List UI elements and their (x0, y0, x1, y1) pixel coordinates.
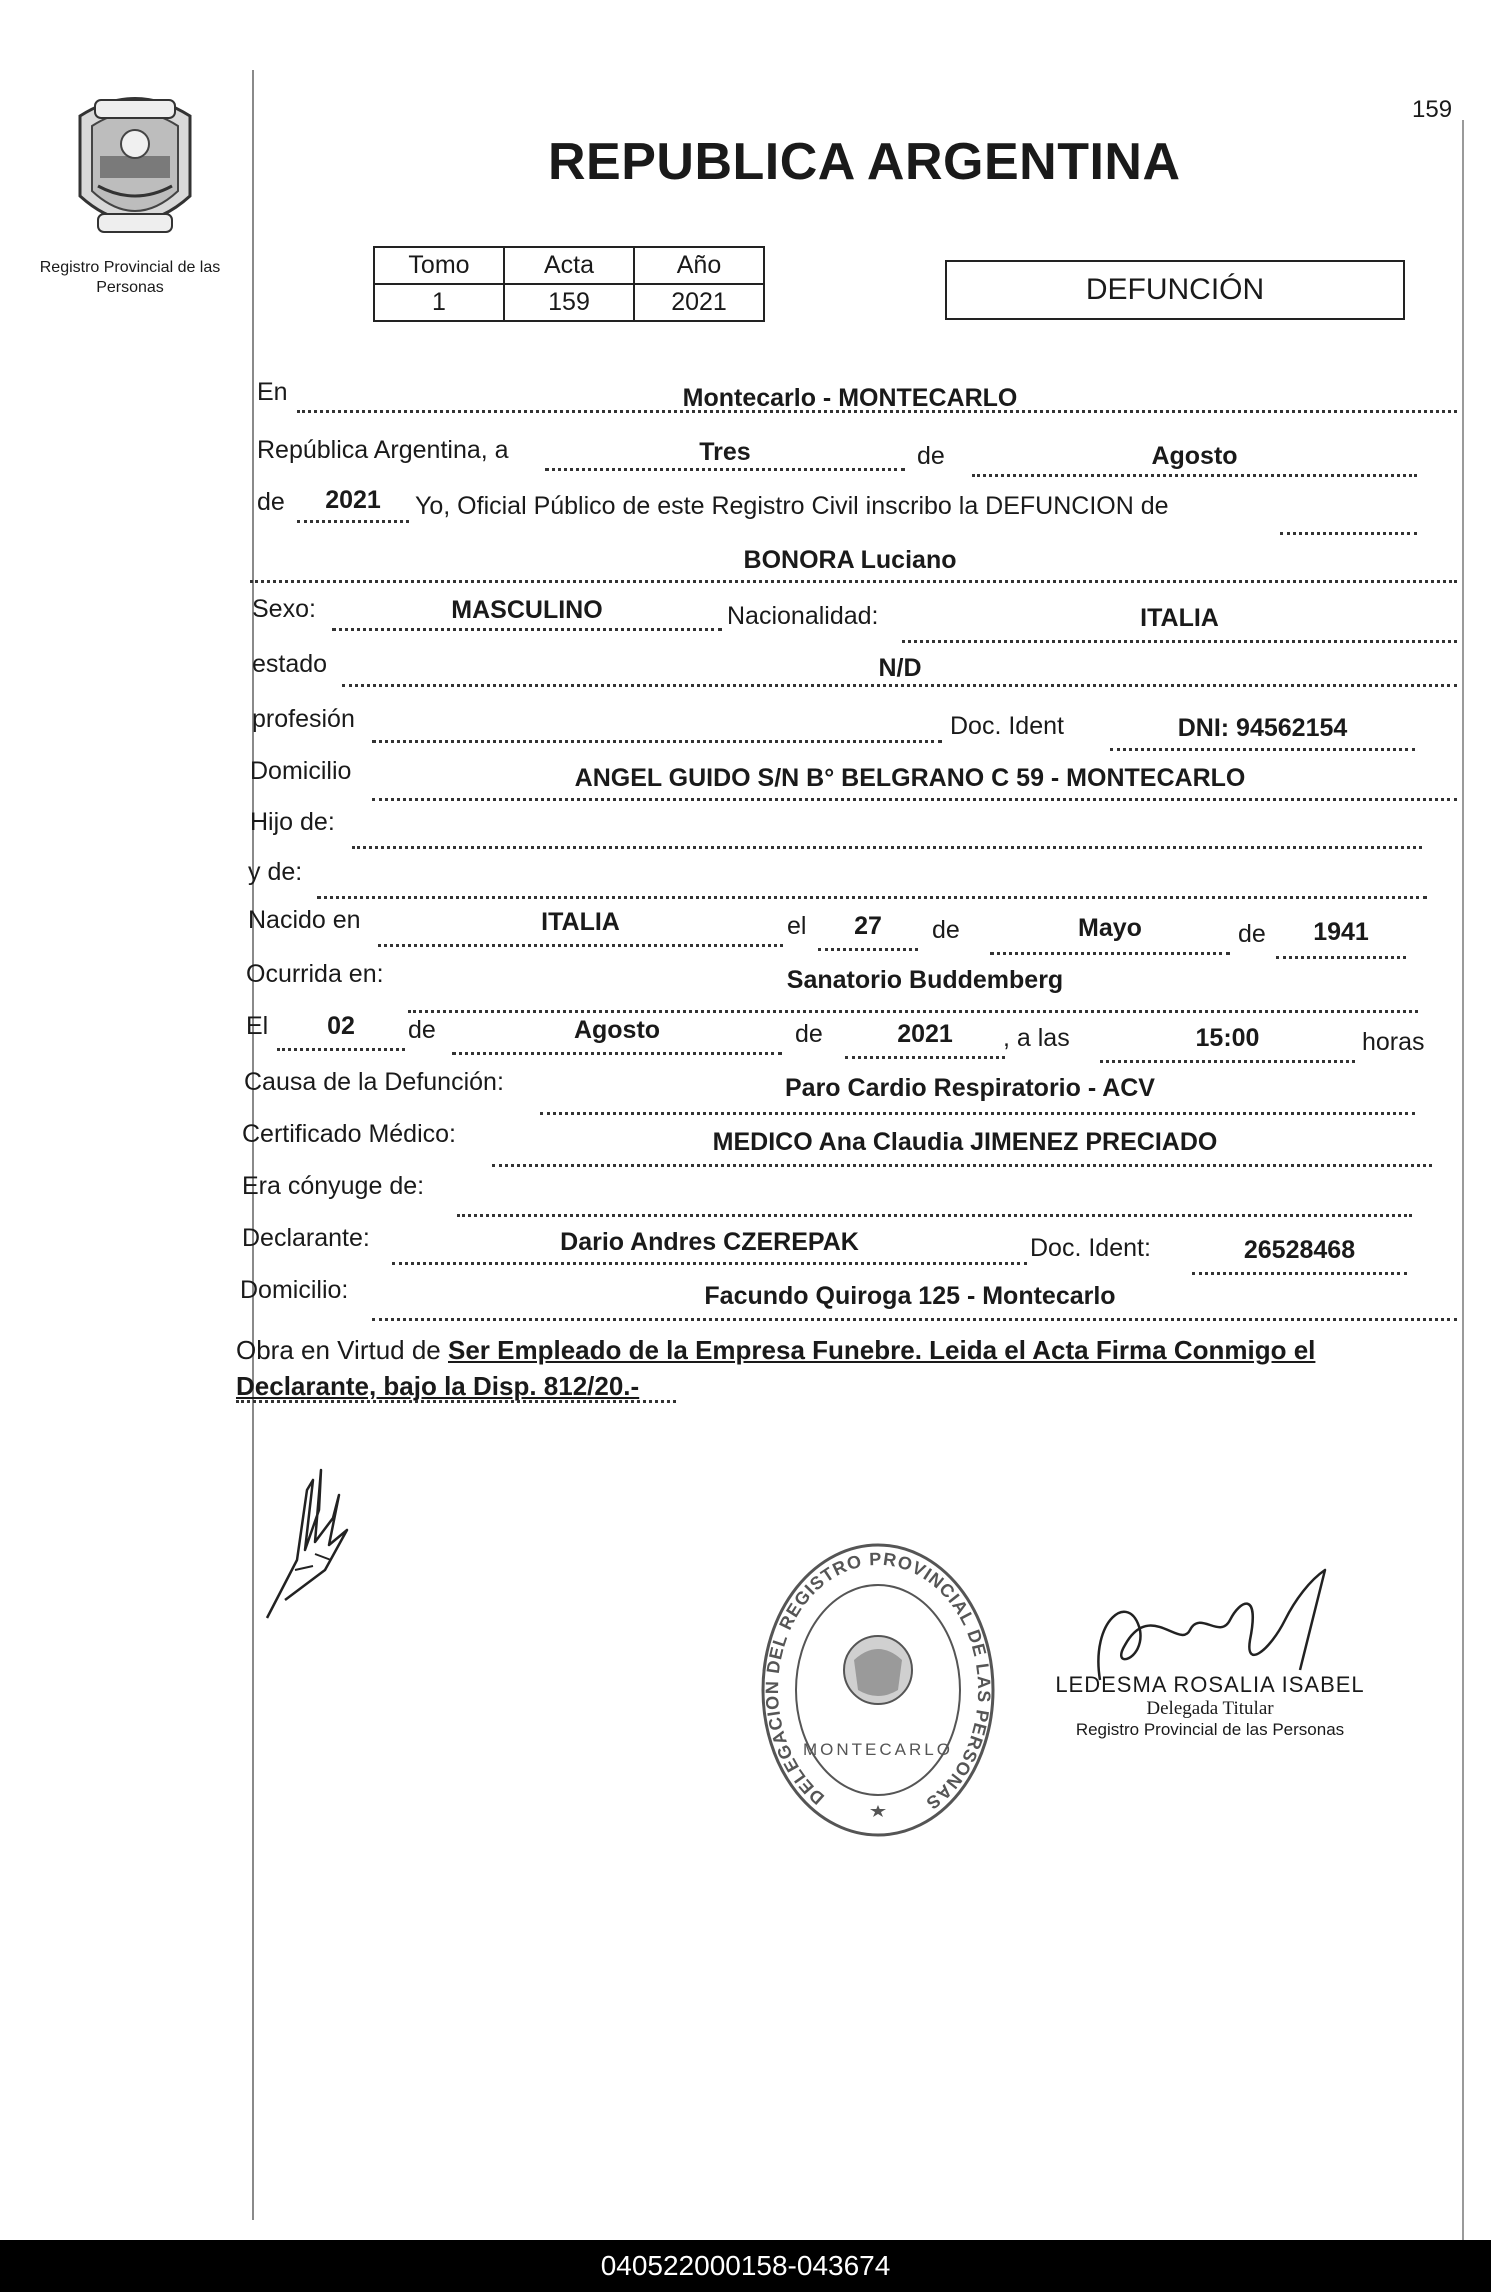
label-hijo: Hijo de: (250, 808, 335, 836)
obra-en-virtud (236, 1332, 1446, 1404)
value-nacido-dia: 27 (854, 912, 882, 940)
label-yde: y de: (248, 858, 303, 886)
line-month (972, 474, 1417, 477)
line-conyuge (457, 1214, 1412, 1217)
line-muerte-anio (845, 1056, 1005, 1059)
value-month: Agosto (1151, 442, 1238, 470)
label-profesion: profesión (252, 705, 355, 733)
value-muerte-mes: Agosto (573, 1016, 661, 1044)
line-sexo (332, 628, 722, 631)
line-profesion (372, 740, 942, 743)
official-role: Delegada Titular (1146, 1698, 1274, 1719)
label-horas: horas (1362, 1028, 1425, 1056)
label-de-1: de (917, 442, 945, 470)
line-year (297, 520, 409, 523)
line-hijo (352, 846, 1422, 849)
label-sexo: Sexo: (252, 595, 316, 623)
value-doc-2: 26528468 (1243, 1236, 1356, 1264)
line-nacido-mes (990, 952, 1230, 955)
value-day-words: Tres (699, 438, 751, 466)
label-declarante: Declarante: (242, 1224, 370, 1252)
label-conyuge: Era cónyuge de: (242, 1172, 425, 1200)
label-doc-2: Doc. Ident: (1030, 1234, 1151, 1262)
line-domicilio-2 (372, 1318, 1457, 1321)
organization-name: Registro Provincial de las Personas (39, 259, 221, 296)
line-yde (317, 896, 1427, 899)
label-estado: estado (252, 650, 328, 678)
value-hora: 15:00 (1195, 1024, 1260, 1052)
value-deceased-name: BONORA Luciano (743, 546, 957, 574)
line-domicilio (372, 798, 1457, 801)
label-en: En (257, 378, 288, 406)
value-nacido-anio: 1941 (1313, 918, 1369, 946)
line-ocurrida (408, 1010, 1418, 1013)
official-block (1040, 1672, 1380, 1740)
line-nacionalidad (902, 640, 1457, 643)
value-doc: DNI: 94562154 (1177, 714, 1348, 742)
label-de-4: de (1238, 920, 1266, 948)
line-hora (1100, 1060, 1355, 1063)
label-de-6: de (795, 1020, 823, 1048)
label-el-2: El (246, 1012, 269, 1040)
value-nacionalidad: ITALIA (1140, 604, 1219, 632)
line-nacido-dia (818, 948, 918, 951)
register-value-anio: 2021 (634, 284, 764, 321)
line-day (545, 468, 905, 471)
register-table (373, 246, 765, 322)
value-domicilio-2: Facundo Quiroga 125 - Montecarlo (704, 1282, 1116, 1310)
line-intro-end (1280, 532, 1417, 535)
line-muerte-dia (277, 1048, 405, 1051)
line-certificado (492, 1164, 1432, 1167)
line-causa (540, 1112, 1415, 1115)
country-title: REPUBLICA ARGENTINA (548, 133, 1181, 191)
label-nacionalidad: Nacionalidad: (727, 602, 879, 630)
label-de-5: de (408, 1016, 436, 1044)
label-doc: Doc. Ident (950, 712, 1064, 740)
value-certificado: MEDICO Ana Claudia JIMENEZ PRECIADO (712, 1128, 1218, 1156)
value-estado: N/D (878, 654, 922, 682)
line-obra-end (236, 1400, 676, 1403)
label-obra: Obra en Virtud de (236, 1335, 441, 1365)
label-a-las: , a las (1003, 1024, 1070, 1052)
line-estado (342, 684, 1457, 687)
register-value-acta: 159 (504, 284, 634, 321)
register-header-anio: Año (634, 247, 764, 284)
value-causa: Paro Cardio Respiratorio - ACV (785, 1074, 1155, 1102)
official-office: Registro Provincial de las Personas (1075, 1720, 1345, 1739)
register-header-acta: Acta (504, 247, 634, 284)
intro-text: Yo, Oficial Público de este Registro Civil inscribo la DEFUNCION de (415, 492, 1169, 520)
label-republica: República Argentina, a (257, 436, 509, 464)
delegation-stamp (758, 1530, 998, 1845)
value-sexo: MASCULINO (451, 596, 603, 624)
line-nacido-lugar (378, 944, 783, 947)
value-domicilio: ANGEL GUIDO S/N B° BELGRANO C 59 - MONTECARLO (574, 764, 1246, 792)
stamp-ring-text: DELEGACION DEL REGISTRO PROVINCIAL DE LAS PERSONAS (761, 1548, 995, 1814)
label-de-2: de (257, 488, 285, 516)
value-muerte-anio: 2021 (897, 1020, 953, 1048)
label-de-3: de (932, 916, 960, 944)
line-muerte-mes (452, 1052, 782, 1055)
value-place: Montecarlo - MONTECARLO (682, 384, 1018, 412)
label-domicilio-2: Domicilio: (240, 1276, 349, 1304)
value-obra: Ser Empleado de la Empresa Funebre. Leida el Acta Firma Conmigo el Declarante, bajo la Disp. 812/20.- (236, 1335, 1316, 1401)
stamp-center-text: MONTECARLO (803, 1740, 953, 1759)
act-type-box: DEFUNCIÓN (945, 260, 1405, 320)
value-ocurrida: Sanatorio Buddemberg (786, 966, 1064, 994)
page-number: 159 (1412, 96, 1453, 123)
right-margin-rule (1462, 120, 1464, 2250)
value-declarante: Dario Andres CZEREPAK (560, 1228, 859, 1256)
value-nacido-mes: Mayo (1078, 914, 1142, 942)
value-year: 2021 (325, 486, 381, 514)
label-ocurrida: Ocurrida en: (246, 960, 384, 988)
line-deceased (250, 580, 1457, 583)
footer-code: 040522000158-043674 (0, 2240, 1491, 2292)
declarant-signature (255, 1450, 365, 1635)
value-nacido-lugar: ITALIA (541, 908, 620, 936)
register-value-tomo: 1 (374, 284, 504, 321)
line-nacido-anio (1276, 956, 1406, 959)
label-domicilio: Domicilio (250, 757, 352, 785)
value-muerte-dia: 02 (327, 1012, 355, 1040)
line-doc (1110, 748, 1415, 751)
official-name: LEDESMA ROSALIA ISABEL (1055, 1672, 1365, 1697)
label-certificado: Certificado Médico: (242, 1120, 456, 1148)
register-header-tomo: Tomo (374, 247, 504, 284)
label-el: el (787, 912, 807, 940)
province-emblem-icon (60, 86, 210, 251)
line-doc-2 (1192, 1272, 1407, 1275)
line-declarante (392, 1262, 1027, 1265)
label-causa: Causa de la Defunción: (244, 1068, 504, 1096)
label-nacido: Nacido en (248, 906, 361, 934)
